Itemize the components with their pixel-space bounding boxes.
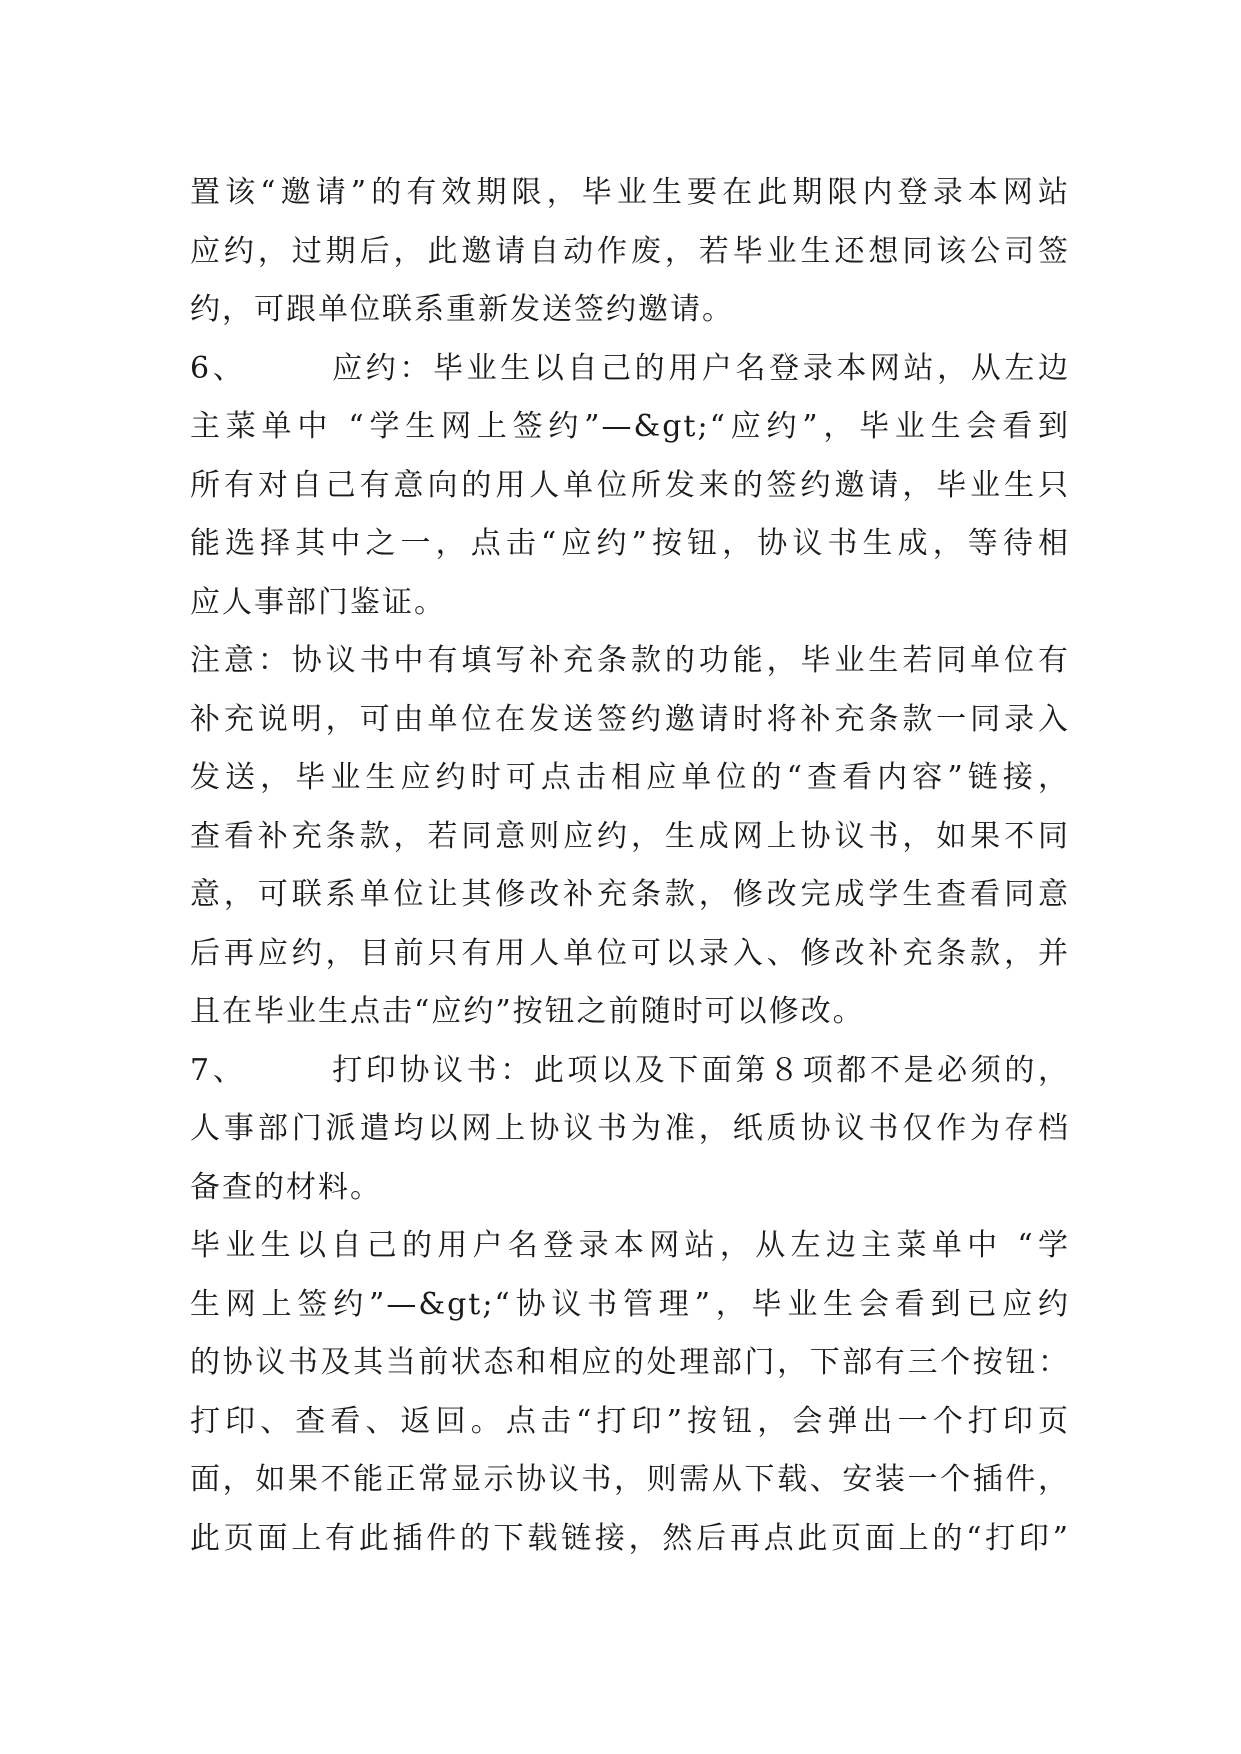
text-line: 注意：协议书中有填写补充条款的功能，毕业生若同单位有 [190, 643, 1070, 678]
text-line: 发送，毕业生应约时可点击相应单位的“查看内容”链接， [190, 760, 1070, 795]
text-line: 备查的材料。 [190, 1169, 382, 1205]
text-line: 后再应约，目前只有用人单位可以录入、修改补充条款，并 [190, 935, 1070, 971]
text-line: 人事部门派遣均以网上协议书为准，纸质协议书仅作为存档 [190, 1111, 1070, 1146]
text-line: 查看补充条款，若同意则应约，生成网上协议书，如果不同 [190, 818, 1070, 854]
text-line: 此页面上有此插件的下载链接，然后再点此页面上的“打印” [190, 1520, 1070, 1556]
text-line: 的协议书及其当前状态和相应的处理部门，下部有三个按钮： [190, 1345, 1070, 1380]
document-body [190, 164, 1070, 1568]
text-line: 能选择其中之一，点击“应约”按钮，协议书生成，等待相 [190, 526, 1070, 561]
text-line: 置该“邀请”的有效期限，毕业生要在此期限内登录本网站 [190, 175, 1070, 210]
text-line: 毕业生以自己的用户名登录本网站，从左边主菜单中 “学 [190, 1228, 1070, 1263]
text-line: 意，可联系单位让其修改补充条款，修改完成学生查看同意 [190, 877, 1070, 912]
text-line: 约，可跟单位联系重新发送签约邀请。 [190, 292, 734, 327]
text-line: 7、 打印协议书：此项以及下面第８项都不是必须的， [190, 1052, 1070, 1088]
text-line: 面，如果不能正常显示协议书，则需从下载、安装一个插件， [190, 1462, 1070, 1497]
text-line: 补充说明，可由单位在发送签约邀请时将补充条款一同录入 [190, 701, 1070, 737]
text-line: 主菜单中 “学生网上签约”—&gt;“应约”，毕业生会看到 [190, 409, 1070, 444]
text-line: 应人事部门鉴证。 [190, 584, 446, 620]
text-line: 6、 应约：毕业生以自己的用户名登录本网站，从左边 [190, 350, 1070, 386]
text-line: 所有对自己有意向的用人单位所发来的签约邀请，毕业生只 [190, 467, 1070, 503]
text-line: 生网上签约”—&gt;“协议书管理”，毕业生会看到已应约 [190, 1286, 1070, 1322]
text-line: 应约，过期后，此邀请自动作废，若毕业生还想同该公司签 [190, 233, 1070, 269]
text-line: 打印、查看、返回。点击“打印”按钮，会弹出一个打印页 [190, 1403, 1070, 1439]
text-line: 且在毕业生点击“应约”按钮之前随时可以修改。 [190, 994, 865, 1029]
